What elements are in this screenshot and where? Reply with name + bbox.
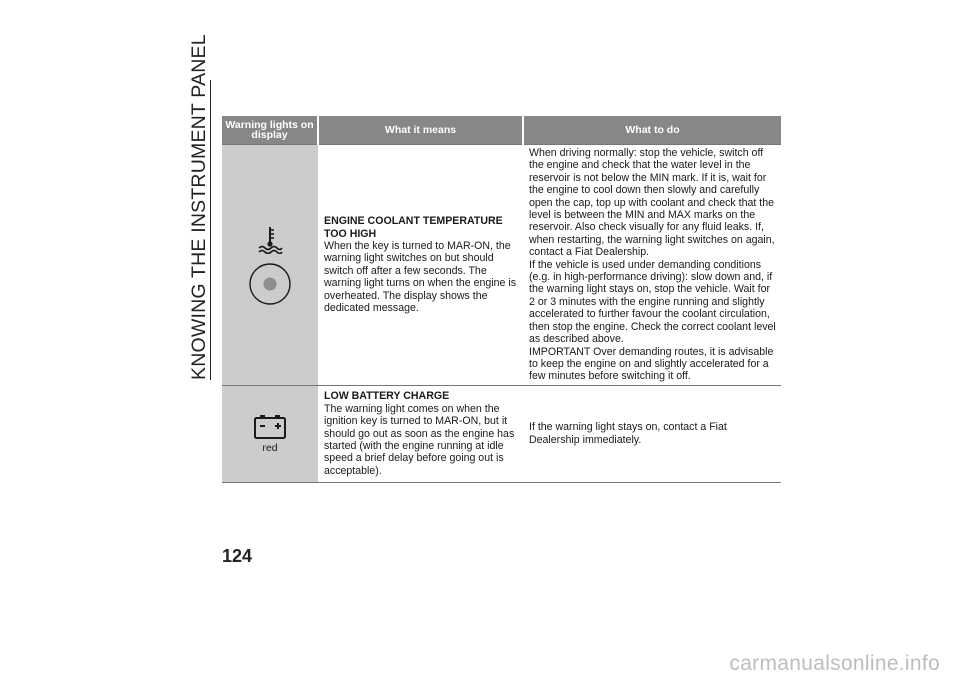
icon-cell: [222, 385, 318, 482]
gray-circle-indicator-icon: [248, 262, 292, 306]
header-what-it-means: What it means: [318, 116, 523, 145]
warning-title: ENGINE COOLANT TEMPERATURE TOO HIGH: [324, 215, 503, 240]
meaning-cell: [318, 145, 523, 386]
light-color-label: red: [262, 441, 278, 454]
meaning-text: The warning light comes on when the ignition key is turned to MAR-ON, but it should go out as soon as the engine has started (with the engine running at idle speed a brief delay before going out is acceptable).: [324, 402, 515, 477]
action-paragraph: IMPORTANT Over demanding routes, it is advisable to keep the engine on and slightly accelerated for a few minutes before switching it off.: [529, 345, 774, 383]
table-header-row: [222, 116, 781, 145]
warning-title: LOW BATTERY CHARGE: [324, 390, 450, 403]
warning-lights-table: [222, 116, 781, 483]
page-number: 124: [222, 546, 253, 566]
action-paragraph: When driving normally: stop the vehicle, switch off the engine and check that the water level in the reservoir is not below the MIN mark. If it is, wait for the engine to cool down then slowly and carefully open the cap, top up with coolant and check that the level is between the MIN and MAX marks on the reservoir. Also check visually for any fluid leaks. If, when restarting, the warning light switches on again, contact a Fiat Dealership.: [529, 147, 775, 259]
table-row: [222, 385, 781, 482]
meaning-text: When the key is turned to MAR-ON, the warning light switches on but should switch off after a few seconds. The warning light turns on when the engine is overheated. The display shows the dedicated message.: [324, 240, 516, 315]
action-cell: [523, 385, 781, 482]
section-side-title: KNOWING THE INSTRUMENT PANEL: [181, 80, 211, 380]
battery-icon: [253, 414, 287, 440]
action-cell: [523, 145, 781, 386]
table-row: [222, 145, 781, 386]
header-warning-lights: Warning lights on display: [222, 116, 318, 145]
coolant-temperature-icon: [257, 224, 283, 254]
meaning-cell: [318, 385, 523, 482]
header-what-to-do: What to do: [523, 116, 781, 145]
action-paragraph: If the warning light stays on, contact a Fiat Dealership immediately.: [529, 421, 727, 446]
action-paragraph: If the vehicle is used under demanding conditions (e.g. in high-performance driving): slow down and, if the warning light stays on, stop the vehicle. Wait for 2 or 3 minutes with the engine running and slightly accelerated to further favour the coolant circulation, then stop the engine. Check the correct coolant level as described above.: [529, 258, 776, 346]
watermark: carmanualsonline.info: [729, 652, 940, 675]
icon-cell: [222, 145, 318, 386]
